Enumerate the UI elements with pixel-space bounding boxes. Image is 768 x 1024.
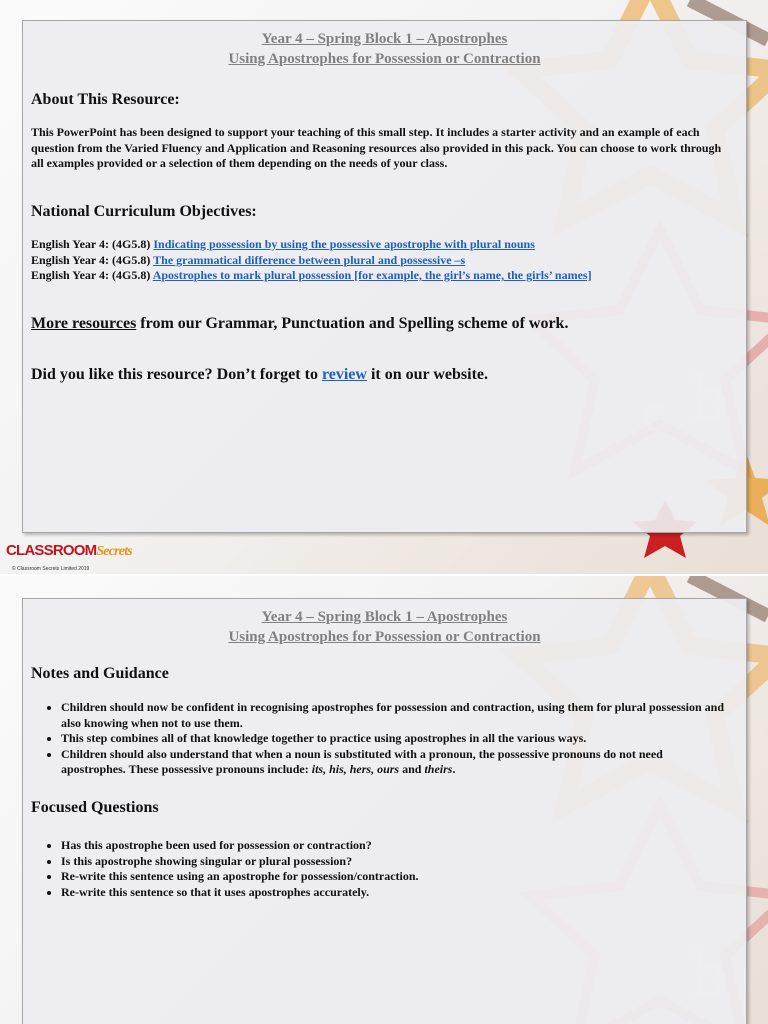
objective-link[interactable]: Apostrophes to mark plural possession [for example, the girl’s name, the girls’ names] [152,268,592,282]
objective-prefix: English Year 4: (4G5.8) [31,268,151,282]
more-resources-text: from our Grammar, Punctuation and Spelling scheme of work. [136,315,569,332]
review-line [31,366,488,384]
notes-heading [31,665,169,683]
review-text-before: Did you like this resource? Don’t forget to [31,366,322,383]
list-item: • Children should now be confident in recognising apostrophes for possession and contraction, using them for plural possession and also knowing when not to use them. [61,700,726,731]
note-italic: theirs [424,762,453,776]
list-item: • Re-write this sentence so that it uses apostrophes accurately. [61,885,726,901]
questions-heading: Focused Questions [31,799,159,816]
objective-link[interactable]: The grammatical difference between plural and possessive –s [153,252,466,267]
slide-title [23,29,746,69]
list-item [61,747,726,778]
objective-item [31,268,592,284]
slide-2 [0,576,768,1024]
objective-prefix: English Year 4: (4G5.8) [31,237,151,251]
notes-list [41,700,726,778]
objective-prefix: English Year 4: (4G5.8) [31,252,151,267]
list-item: • This step combines all of that knowledge together to practice using apostrophes in all the various ways. [61,731,726,747]
list-item: • Has this apostrophe been used for possession or contraction? [61,838,726,854]
title-line-1: Year 4 – Spring Block 1 – Apostrophes [261,31,508,47]
content-panel [22,20,747,533]
logo-main-text: CLASSROOM [6,542,97,559]
slide-title [23,607,746,647]
notes-heading-text: Notes and Guidance [31,665,169,682]
about-heading: About This Resource: [31,91,180,108]
logo-script-text: Secrets [96,544,132,559]
note-and: and [399,762,425,776]
objectives-heading: National Curriculum Objectives: [31,203,257,220]
list-item: • Re-write this sentence using an apostrophe for possession/contraction. [61,869,726,885]
content-panel [22,598,747,1024]
objective-item [31,237,535,253]
copyright-text: © Classroom Secrets Limited 2019 [12,566,90,572]
about-text: This PowerPoint has been designed to support your teaching of this small step. It includes a starter activity and an example of each question from the Varied Fluency and Application and Reasoning resources also provided in this pack. You can choose to work through all examples provided or a selection of them depending on the needs of your class. [31,125,722,170]
list-item: • Is this apostrophe showing singular or plural possession? [61,854,726,870]
title-line-1: Year 4 – Spring Block 1 – Apostrophes [261,609,508,625]
title-line-2: Using Apostrophes for Possession or Contraction [228,629,541,645]
note-end: . [452,762,456,776]
review-link[interactable]: review [321,366,367,383]
note-text: Children should also understand that when a noun is substituted with a pronoun, the possessive pronouns do not need apostrophes. These possessive pronouns include: [61,746,663,776]
more-resources-line [31,315,568,333]
objective-link[interactable]: Indicating possession by using the possessive apostrophe with plural nouns [153,237,535,251]
more-resources-link[interactable]: More resources [31,315,137,332]
note-italic: its, his, hers, ours [311,762,400,776]
objective-item [31,253,465,269]
questions-list [41,838,726,900]
review-text-after: it on our website. [366,366,488,383]
title-line-2: Using Apostrophes for Possession or Contraction [228,51,541,67]
classroom-secrets-logo[interactable] [6,543,132,560]
